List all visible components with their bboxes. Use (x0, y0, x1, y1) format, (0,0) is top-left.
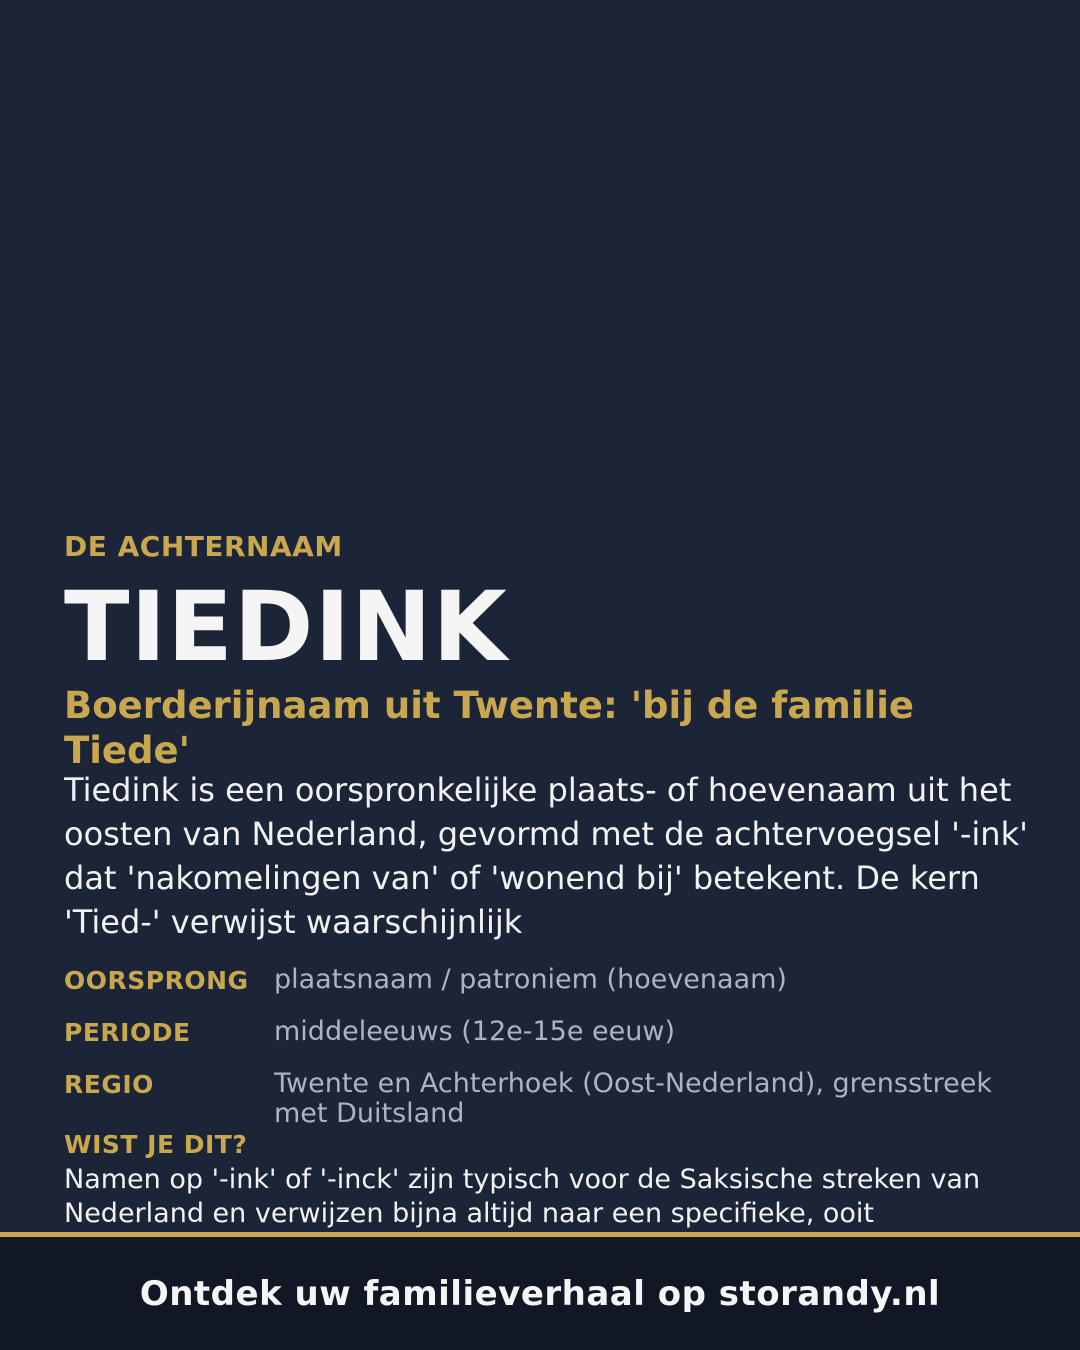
fact-row-region (64, 1066, 1024, 1129)
fact-label: OORSPRONG (64, 966, 249, 995)
eyebrow-label: DE ACHTERNAAM (64, 530, 343, 563)
surname-title: TIEDINK (64, 571, 508, 683)
surname-subtitle: Boerderijnaam uit Twente: 'bij de familie Tiede' (64, 684, 914, 772)
fact-value: middeleeuws (12e-15e eeuw) (274, 1016, 676, 1047)
footer-cta-bar[interactable] (0, 1232, 1080, 1350)
fact-value: plaatsnaam / patroniem (hoevenaam) (274, 964, 787, 995)
facts-list (64, 962, 1024, 1143)
did-you-know-label: WIST JE DIT? (64, 1130, 248, 1159)
fact-value: Twente en Achterhoek (Oost-Nederland), grensstreek met Duitsland (274, 1068, 992, 1129)
fact-row-period (64, 1014, 1024, 1052)
fact-label: PERIODE (64, 1018, 191, 1047)
fact-row-origin (64, 962, 1024, 1000)
surname-description: Tiedink is een oorspronkelijke plaats- of hoevenaam uit het oosten van Nederland, gevormd met de achtervoegsel '-ink' dat 'nakomelingen van' of 'wonend bij' betekent. De kern 'Tied-' verwijst waarschijnlijk (64, 771, 1028, 941)
footer-cta-link[interactable]: Ontdek uw familieverhaal op storandy.nl (139, 1273, 941, 1314)
did-you-know-text: Namen op '-ink' of '-inck' zijn typisch voor de Saksische streken van Nederland en verwijzen bijna altijd naar een specifieke, ooit (64, 1164, 981, 1229)
fact-label: REGIO (64, 1070, 154, 1099)
